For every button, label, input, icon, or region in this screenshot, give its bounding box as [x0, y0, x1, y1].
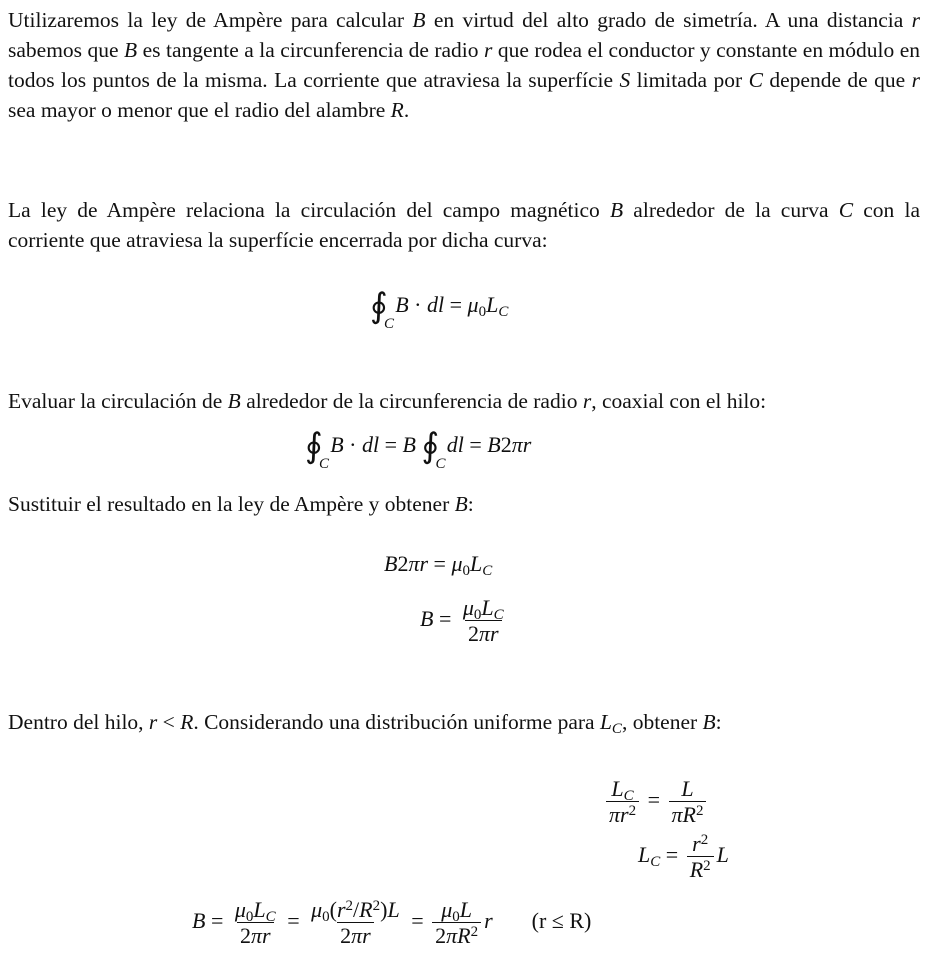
equation-b-inside: B = $\frac{\mu_0L_C}{2\pi r}$ = $\frac{\mu_0(r^2/R^2)L}{2\pi r}$ = $\frac{\mu_0L}{2\pi R^2}$ r (r ≤ R): [192, 897, 592, 948]
condition-label: (r ≤ R): [531, 908, 592, 934]
equation-ampere-law: ∮ C B · dl = $\mu_0L_C$: [370, 288, 509, 332]
equation-substitution: $B2\pi r = \mu_0L_C$: [384, 551, 493, 579]
paragraph-intro: Utilizaremos la ley de Ampère para calcular B en virtud del alto grado de simetría. A una distancia r sabemos que B es tangente a la circunferencia de radio r que rodea el conductor y constante en módulo en todos los puntos de la misma. La corriente que atraviesa la superfície S limitada por C depende de que r sea mayor o menor que el radio del alambre R.: [8, 8, 920, 122]
equation-b-general: B = $\frac{\mu_0L_C}{2\pi r}$: [420, 595, 504, 646]
equation-circulation: ∮ C B · dl = B ∮ C dl = B2πr: [305, 428, 532, 472]
paragraph-circulation: Evaluar la circulación de B alrededor de la circunferencia de radio r, coaxial con el hilo:: [8, 389, 767, 413]
equation-ratio: $\frac{L_C}{\pi r^2}$ = $\frac{L}{\pi R^2}$: [603, 777, 709, 827]
paragraph-inside-wire: Dentro del hilo, r < R. Considerando una distribución uniforme para $L_C$, obtener B:: [8, 710, 722, 737]
paragraph-substitution: Sustituir el resultado en la ley de Ampère y obtener B:: [8, 492, 474, 516]
equation-lc: $L_C$ = $\frac{r^2}{R^2}$ L: [638, 831, 729, 882]
paragraph-ampere-law: La ley de Ampère relaciona la circulación del campo magnético B alrededor de la curva C con la corriente que atraviesa la superfície encerrada por dicha curva:: [8, 198, 920, 252]
